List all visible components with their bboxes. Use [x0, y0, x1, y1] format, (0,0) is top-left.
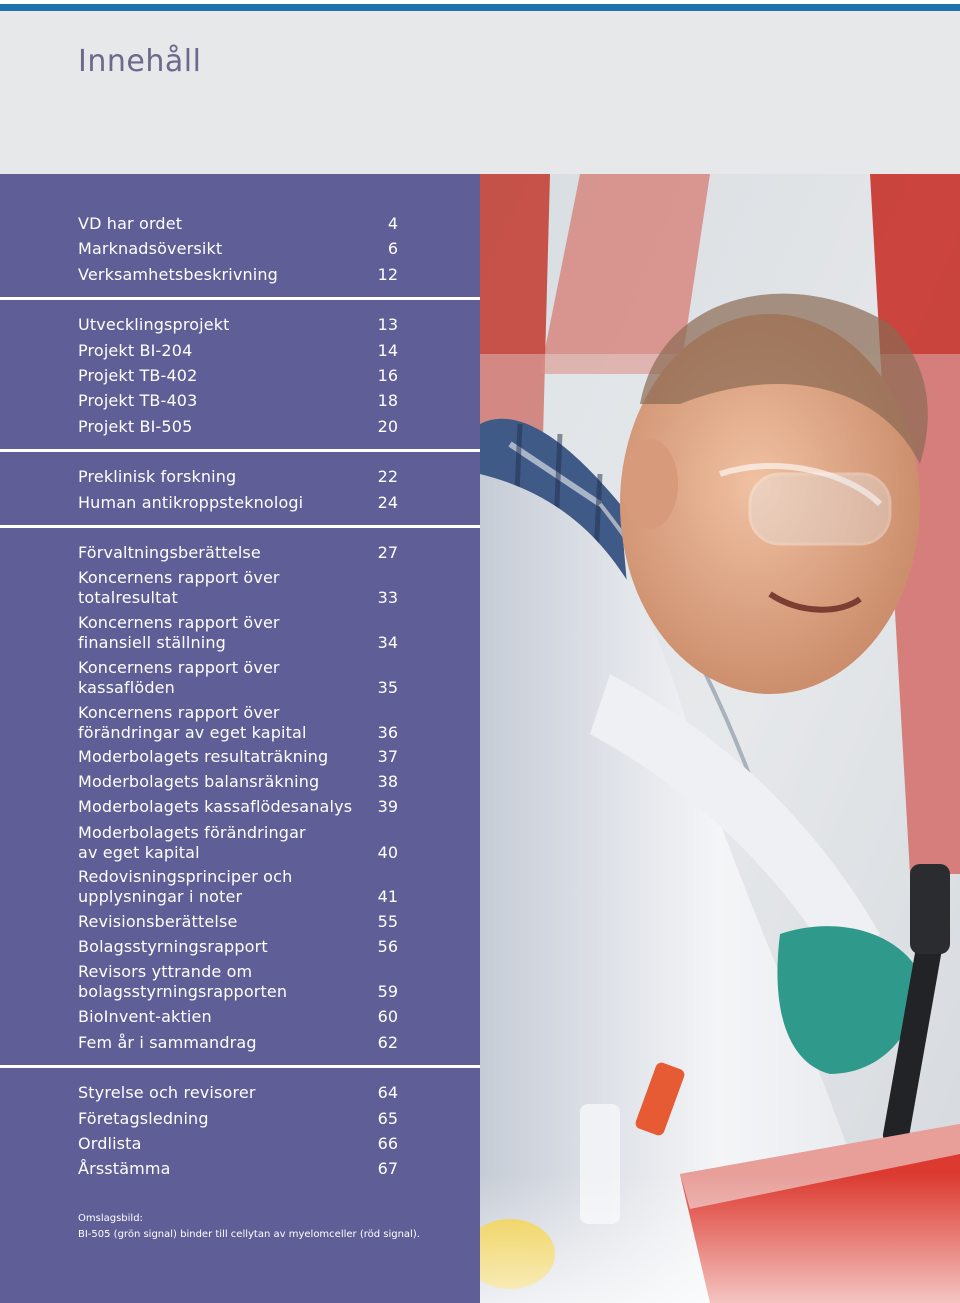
- header-band: [0, 11, 960, 174]
- toc-entry[interactable]: [78, 797, 398, 817]
- toc-entry[interactable]: [78, 239, 398, 259]
- toc-entry-title: Koncernens rapport över kassaflöden: [78, 658, 280, 697]
- toc-entry-title: Marknadsöversikt: [78, 239, 223, 258]
- table-of-contents: [0, 174, 480, 1303]
- pipette-handle: [910, 864, 950, 954]
- cover-caption-label: Omslagsbild:: [78, 1213, 143, 1224]
- toc-entry-page: 4: [387, 214, 398, 233]
- toc-entry-page: 16: [377, 366, 398, 385]
- toc-entry-page: 60: [377, 1007, 398, 1026]
- toc-entry-title: Moderbolagets balansräkning: [78, 772, 320, 791]
- toc-entry-title: Förvaltningsberättelse: [78, 543, 261, 562]
- toc-entry-title: Projekt BI-204: [78, 341, 193, 360]
- top-accent-stripe: [0, 4, 960, 11]
- toc-entry-page: 18: [377, 391, 398, 410]
- toc-entry-page: 6: [387, 239, 398, 258]
- toc-entry[interactable]: [78, 962, 398, 1001]
- toc-entry-page: 33: [377, 587, 398, 607]
- toc-entry-title: Revisors yttrande om bolagsstyrningsrapporten: [78, 962, 288, 1001]
- toc-entry-page: 22: [377, 467, 398, 486]
- section-divider: [0, 525, 480, 528]
- toc-entry-page: 67: [377, 1159, 398, 1178]
- toc-entry[interactable]: [78, 417, 398, 437]
- toc-entry[interactable]: [78, 1109, 398, 1129]
- toc-entry[interactable]: [78, 467, 398, 487]
- section-divider: [0, 297, 480, 300]
- toc-entry-page: 40: [377, 842, 398, 862]
- toc-entry[interactable]: [78, 867, 398, 906]
- section-divider: [0, 1065, 480, 1068]
- lab-scientist-illustration: [480, 174, 960, 1303]
- toc-entry[interactable]: [78, 1033, 398, 1053]
- toc-entry-title: Koncernens rapport över förändringar av eget kapital: [78, 703, 307, 742]
- toc-entry-title: Human antikroppsteknologi: [78, 493, 304, 512]
- toc-entry-page: 35: [377, 677, 398, 697]
- toc-entry-page: 12: [377, 265, 398, 284]
- toc-entry[interactable]: [78, 937, 398, 957]
- toc-entry[interactable]: [78, 703, 398, 742]
- toc-entry-page: 62: [377, 1033, 398, 1052]
- toc-entry-page: 27: [377, 543, 398, 562]
- toc-entry-page: 59: [377, 981, 398, 1001]
- toc-entry-title: Projekt BI-505: [78, 417, 193, 436]
- toc-entry-title: Moderbolagets kassaflödesanalys: [78, 797, 353, 816]
- toc-entry-title: Verksamhetsbeskrivning: [78, 265, 278, 284]
- toc-entry-title: Fem år i sammandrag: [78, 1033, 257, 1052]
- toc-entry[interactable]: [78, 391, 398, 411]
- toc-entry-title: Bolagsstyrningsrapport: [78, 937, 268, 956]
- toc-entry[interactable]: [78, 912, 398, 932]
- toc-entry[interactable]: [78, 1083, 398, 1103]
- safety-glasses: [750, 474, 890, 544]
- toc-entry-title: Utvecklingsprojekt: [78, 315, 230, 334]
- toc-entry-title: Projekt TB-402: [78, 366, 198, 385]
- toc-entry-title: BioInvent-aktien: [78, 1007, 212, 1026]
- lab-scientist-photo: [480, 174, 960, 1303]
- toc-entry[interactable]: [78, 658, 398, 697]
- toc-entry-title: VD har ordet: [78, 214, 183, 233]
- toc-entry[interactable]: [78, 315, 398, 335]
- toc-entry-page: 38: [377, 772, 398, 791]
- toc-entry-page: 55: [377, 912, 398, 931]
- toc-entry-title: Koncernens rapport över finansiell ställning: [78, 613, 280, 652]
- toc-entry[interactable]: [78, 366, 398, 386]
- toc-entry-title: Företagsledning: [78, 1109, 209, 1128]
- toc-entry[interactable]: [78, 568, 398, 607]
- toc-entry[interactable]: [78, 1159, 398, 1179]
- toc-entry[interactable]: [78, 543, 398, 563]
- toc-entry[interactable]: [78, 1134, 398, 1154]
- toc-entry-page: 37: [377, 747, 398, 766]
- toc-entry-title: Redovisningsprinciper och upplysningar i noter: [78, 867, 293, 906]
- toc-entry[interactable]: [78, 1007, 398, 1027]
- toc-entry-page: 65: [377, 1109, 398, 1128]
- toc-entry-title: Projekt TB-403: [78, 391, 198, 410]
- cover-caption: [78, 1211, 420, 1243]
- page-title: Innehåll: [78, 44, 202, 79]
- toc-entry-title: Ordlista: [78, 1134, 142, 1153]
- toc-entry-page: 14: [377, 341, 398, 360]
- toc-entry[interactable]: [78, 341, 398, 361]
- toc-entry[interactable]: [78, 493, 398, 513]
- toc-entry[interactable]: [78, 265, 398, 285]
- toc-entry-page: 13: [377, 315, 398, 334]
- toc-entry-page: 36: [377, 722, 398, 742]
- toc-entry[interactable]: [78, 613, 398, 652]
- toc-entry-page: 24: [377, 493, 398, 512]
- toc-entry[interactable]: [78, 214, 398, 234]
- cover-caption-text: BI-505 (grön signal) binder till cellytan av myelomceller (röd signal).: [78, 1229, 420, 1240]
- toc-entry-page: 39: [377, 797, 398, 816]
- toc-entry-page: 56: [377, 937, 398, 956]
- toc-entry-page: 20: [377, 417, 398, 436]
- toc-entry-title: Revisionsberättelse: [78, 912, 238, 931]
- toc-entry-title: Styrelse och revisorer: [78, 1083, 256, 1102]
- toc-entry-title: Årsstämma: [78, 1159, 171, 1178]
- toc-entry-title: Preklinisk forskning: [78, 467, 237, 486]
- toc-entry-page: 66: [377, 1134, 398, 1153]
- toc-entry[interactable]: [78, 747, 398, 767]
- toc-entry-title: Moderbolagets resultaträkning: [78, 747, 329, 766]
- toc-entry[interactable]: [78, 823, 398, 862]
- section-divider: [0, 449, 480, 452]
- toc-entry-title: Koncernens rapport över totalresultat: [78, 568, 280, 607]
- toc-entry-page: 64: [377, 1083, 398, 1102]
- toc-entry-page: 41: [377, 886, 398, 906]
- toc-entry[interactable]: [78, 772, 398, 792]
- toc-entry-page: 34: [377, 632, 398, 652]
- toc-entry-title: Moderbolagets förändringar av eget kapital: [78, 823, 306, 862]
- ear: [622, 439, 678, 529]
